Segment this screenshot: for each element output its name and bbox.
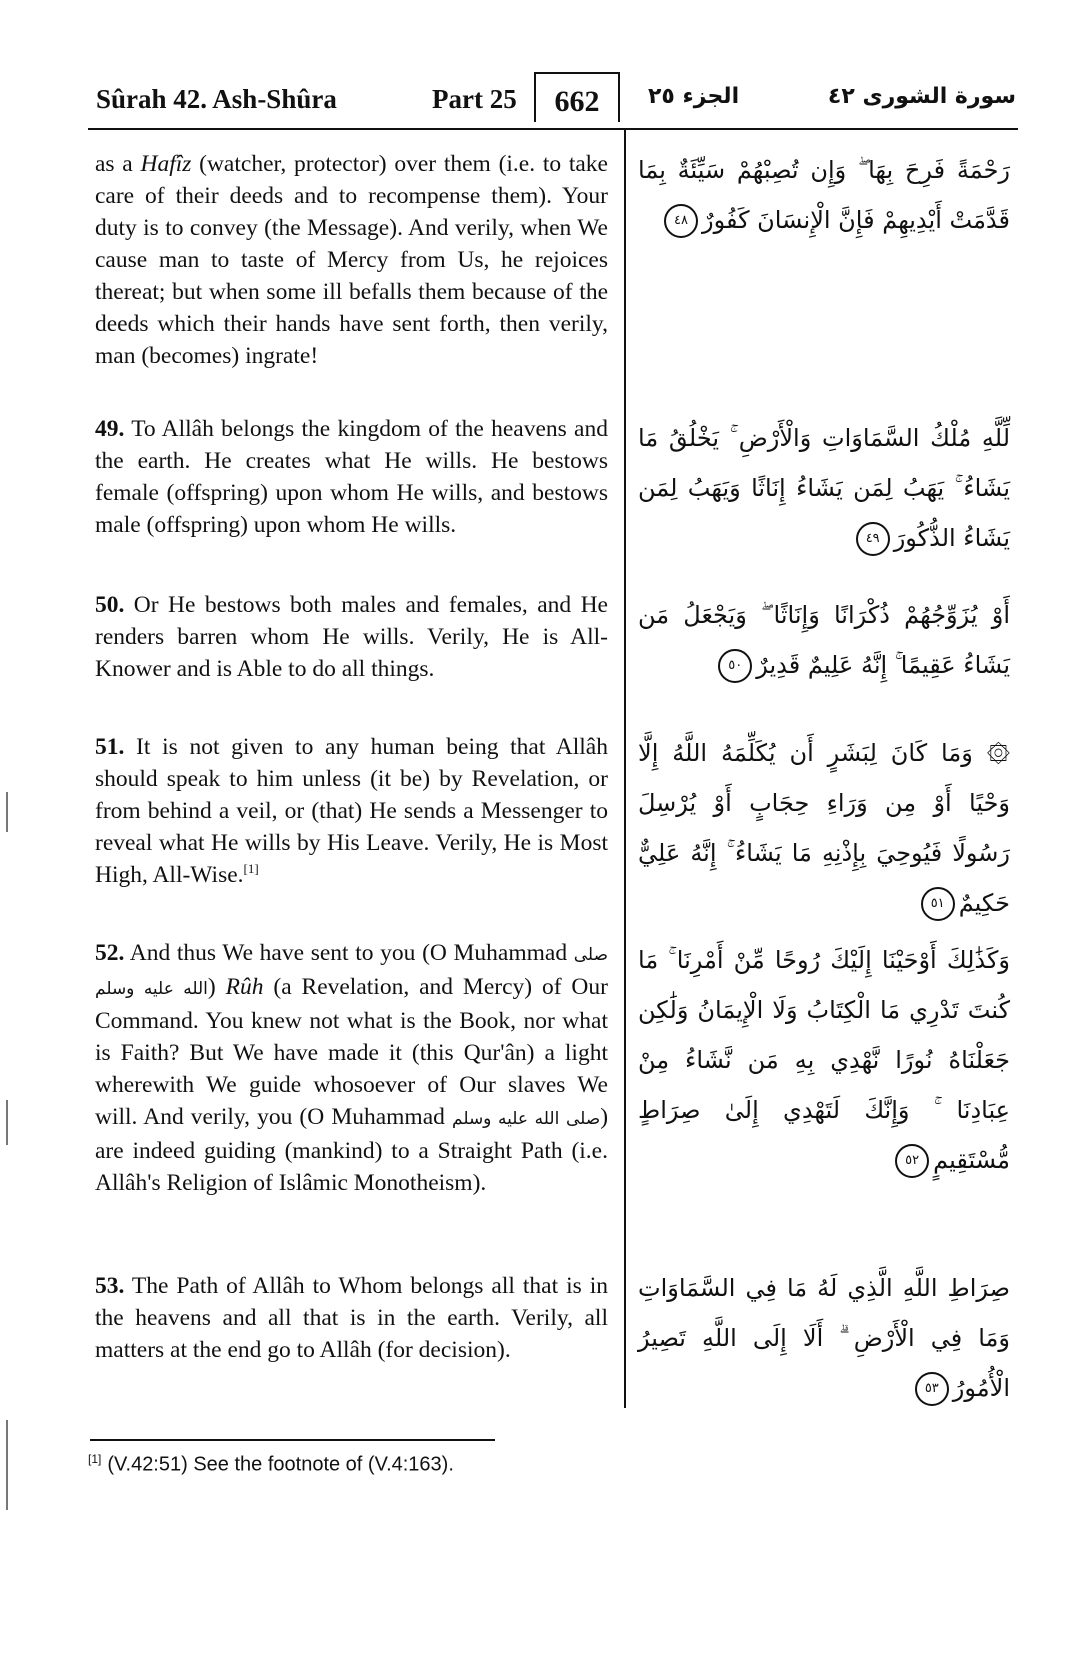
page-header xyxy=(88,72,1028,130)
translation-verse-49 xyxy=(95,413,608,541)
arabic-verse-text: أَوْ يُزَوِّجُهُمْ ذُكْرَانًا وَإِنَاثًا ۖ وَيَجْعَلُ مَن يَشَاءُ عَقِيمًا ۚ إِنَّهُ عَلِيمٌ قَدِيرٌ xyxy=(638,601,1010,679)
text-run: as a xyxy=(95,151,141,177)
verse-text: To Allâh belongs the kingdom of the heavens and the earth. He creates what He wills. He bestows female (offspring) upon whom He wills, and bestows male (offspring) upon whom He wills. xyxy=(95,416,608,538)
text-run: (watcher, protector) over them (i.e. to take care of their deeds and to recompense them). Your duty is to convey (the Message). And verily, when We cause man to taste of Mercy from Us, he rejoices thereat; but when some ill befalls them because of the deeds which their hands have sent forth, then verily, man (becomes) ingrate! xyxy=(95,151,608,369)
verse-end-marker: ٥١ xyxy=(921,887,955,921)
verse-number: 49. xyxy=(95,416,125,442)
text-run: ) are indeed guiding (mankind) to a Straight Path (i.e. Allâh's Religion of Islâmic Monotheism). xyxy=(95,1104,609,1196)
verse-end-marker: ٥٢ xyxy=(895,1144,929,1178)
footnote xyxy=(88,1452,454,1477)
part-label-ar: الجزء ٢٥ xyxy=(648,84,740,109)
verse-number: 53. xyxy=(95,1273,125,1299)
footnote-reference[interactable]: [1] xyxy=(243,861,259,877)
arabic-verse-53 xyxy=(638,1263,1010,1413)
term-ruh: Rûh xyxy=(225,974,264,1000)
salutation-arabic: صلى الله عليه وسلم xyxy=(452,1109,601,1129)
text-run: ) xyxy=(207,974,226,1000)
term-hafiz: Hafîz xyxy=(140,151,192,177)
salutation-arabic: صلى الله عليه وسلم xyxy=(95,945,608,999)
arabic-continuation xyxy=(638,145,1010,245)
verse-end-marker: ٤٩ xyxy=(856,522,890,556)
arabic-verse-text: ۞ وَمَا كَانَ لِبَشَرٍ أَن يُكَلِّمَهُ اللَّهُ إِلَّا وَحْيًا أَوْ مِن وَرَاءِ حِجَابٍ أَوْ يُرْسِلَ رَسُولًا فَيُوحِيَ بِإِذْنِهِ مَا يَشَاءُ ۚ إِنَّهُ عَلِيٌّ حَكِيمٌ xyxy=(638,739,1010,917)
translation-verse-53 xyxy=(95,1270,608,1366)
verse-end-marker: ٥٠ xyxy=(718,649,752,683)
translation-continuation xyxy=(95,148,608,372)
verse-text: It is not given to any human being that Allâh should speak to him unless (it be) by Revelation, or from behind a veil, or (that) He sends a Messenger to reveal what He wills by His Leave. Verily, He is Most High, All-Wise. xyxy=(95,734,608,888)
header-rule xyxy=(88,128,1018,130)
verse-end-marker: ٤٨ xyxy=(664,204,698,238)
column-divider xyxy=(624,130,626,1408)
translation-verse-50 xyxy=(95,589,608,685)
arabic-verse-52 xyxy=(638,935,1010,1185)
verse-end-marker: ٥٣ xyxy=(915,1372,949,1406)
footnote-rule xyxy=(90,1439,495,1441)
text-run: And thus We have sent to you (O Muhammad xyxy=(124,940,574,966)
verse-text: Or He bestows both males and females, and He renders barren whom He wills. Verily, He is All-Knower and is Able to do all things. xyxy=(95,592,608,682)
part-label-en: Part 25 xyxy=(432,84,517,114)
arabic-verse-text: رَحْمَةً فَرِحَ بِهَا ۖ وَإِن تُصِبْهُمْ سَيِّئَةٌ بِمَا قَدَّمَتْ أَيْدِيهِمْ فَإِنَّ الْإِنسَانَ كَفُورٌ xyxy=(638,156,1010,234)
page-number: 662 xyxy=(534,72,620,122)
translation-verse-51 xyxy=(95,731,608,891)
arabic-verse-text: لِّلَّهِ مُلْكُ السَّمَاوَاتِ وَالْأَرْضِ ۚ يَخْلُقُ مَا يَشَاءُ ۚ يَهَبُ لِمَن يَشَاءُ إِنَاثًا وَيَهَبُ لِمَن يَشَاءُ الذُّكُورَ xyxy=(638,424,1010,552)
scan-edge-mark xyxy=(6,792,8,832)
surah-title-ar: سورة الشورى ٤٢ xyxy=(827,84,1016,109)
arabic-verse-51 xyxy=(638,728,1010,928)
scan-edge-mark xyxy=(6,1420,8,1510)
arabic-verse-50 xyxy=(638,590,1010,690)
arabic-verse-text: صِرَاطِ اللَّهِ الَّذِي لَهُ مَا فِي السَّمَاوَاتِ وَمَا فِي الْأَرْضِ ۗ أَلَا إِلَى اللَّهِ تَصِيرُ الْأُمُورُ xyxy=(638,1274,1010,1402)
verse-number: 51. xyxy=(95,734,125,760)
verse-text: The Path of Allâh to Whom belongs all that is in the heavens and all that is in the earth. Verily, all matters at the end go to Allâh (for decision). xyxy=(95,1273,608,1363)
arabic-verse-text: وَكَذَٰلِكَ أَوْحَيْنَا إِلَيْكَ رُوحًا مِّنْ أَمْرِنَا ۚ مَا كُنتَ تَدْرِي مَا الْكِتَابُ وَلَا الْإِيمَانُ وَلَٰكِن جَعَلْنَاهُ نُورًا نَّهْدِي بِهِ مَن نَّشَاءُ مِنْ عِبَادِنَا ۚ وَإِنَّكَ لَتَهْدِي إِلَىٰ صِرَاطٍ مُّسْتَقِيمٍ xyxy=(638,946,1010,1174)
text-run: (a Revelation, and Mercy) of Our Command. You knew not what is the Book, nor what is Faith? But We have made it (this Qur'ân) a light wherewith We guide whosoever of Our slaves We will. And verily, you (O Muhammad xyxy=(95,974,608,1130)
verse-number: 52. xyxy=(95,940,125,966)
translation-verse-52 xyxy=(95,937,608,1199)
footnote-marker: [1] xyxy=(88,1452,102,1466)
verse-number: 50. xyxy=(95,592,125,618)
surah-title-en: Sûrah 42. Ash-Shûra xyxy=(96,84,337,114)
scan-edge-mark xyxy=(6,1100,8,1145)
footnote-text: (V.42:51) See the footnote of (V.4:163). xyxy=(107,1453,454,1476)
arabic-verse-49 xyxy=(638,413,1010,563)
